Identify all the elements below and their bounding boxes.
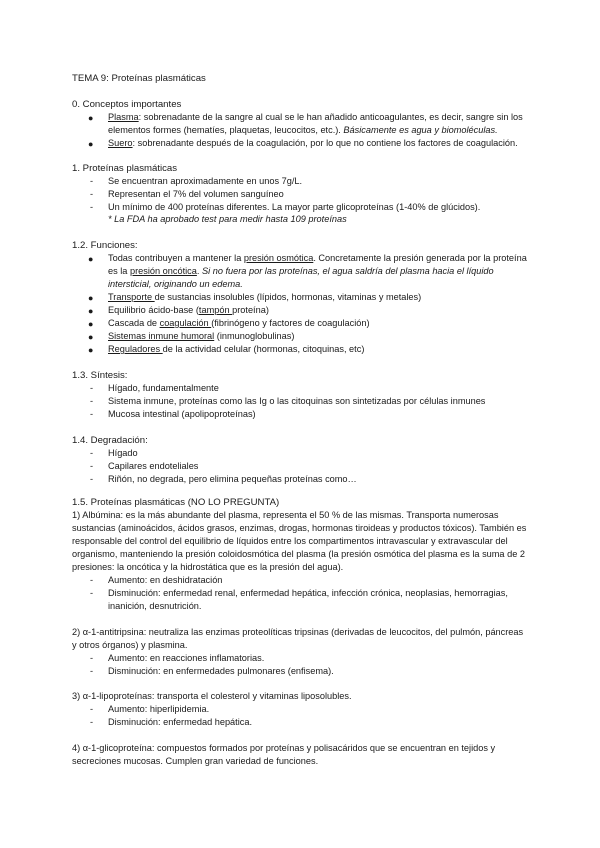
plasma-text-2: elementos formes (hematíes, plaquetas, leucocitos, etc.). <box>108 125 344 135</box>
plasma-text-1: : sobrenadante de la sangre al cual se le han añadido anticoagulantes, es decir, sangre sin los <box>138 112 523 122</box>
albumin-line-1: 1) Albúmina: es la más abundante del plasma, representa el 50 % de las mismas. Transporta numerosas <box>72 510 499 520</box>
suero-text: : sobrenadante después de la coagulación, por lo que no contiene los factores de coagulación. <box>132 138 518 148</box>
albumin-line-3: responsable del control del equilibrio de líquidos entre los compartimentos intravascular y extravascular del <box>72 536 508 546</box>
list-item: Hígado, fundamentalmente <box>108 383 219 393</box>
dash-marker: - <box>90 383 94 393</box>
list-item: Disminución: enfermedad hepática. <box>108 717 253 727</box>
list-item: Riñón, no degrada, pero elimina pequeñas proteínas como… <box>108 474 357 484</box>
bullet-marker: ● <box>88 306 94 316</box>
list-item: Disminución: en enfermedades pulmonares (enfisema). <box>108 666 334 676</box>
text: (fibrinógeno y factores de coagulación) <box>211 318 370 328</box>
glycoprotein-line-2: secreciones mucosas. Cumplen gran variedad de funciones. <box>72 756 319 766</box>
lipoprotein-line-1: 3) α-1-lipoproteínas: transporta el colesterol y vitaminas liposolubles. <box>72 691 352 701</box>
dash-marker: - <box>90 189 94 199</box>
list-item: Aumento: en deshidratación <box>108 575 223 585</box>
dash-marker: - <box>90 575 94 585</box>
list-item: Aumento: hiperlipidemia. <box>108 704 210 714</box>
plasma-note: Básicamente es agua y biomoléculas. <box>343 125 498 135</box>
oncotic-term: presión oncótica <box>129 266 197 276</box>
bullet-marker: ● <box>88 139 94 149</box>
bullet-marker: ● <box>88 345 94 355</box>
section-1-3-heading: 1.3. Síntesis: <box>72 370 128 381</box>
dash-marker: - <box>90 666 94 676</box>
list-item: Disminución: enfermedad renal, enfermedad hepática, infección crónica, neoplasias, hemorragias, <box>108 588 508 598</box>
text: Todas contribuyen a mantener la <box>108 253 244 263</box>
osmotic-term: presión osmótica <box>243 253 314 263</box>
dash-marker: - <box>90 717 94 727</box>
albumin-line-4: organismo, manteniendo la presión coloidosmótica del plasma (la presión osmótica del plasma es la suma de 2 <box>72 549 525 559</box>
bullet-marker: ● <box>88 254 94 264</box>
bullet-marker: ● <box>88 293 94 303</box>
section-1-4-heading: 1.4. Degradación: <box>72 435 148 446</box>
regulators-term: Reguladores <box>108 344 163 354</box>
list-item: Se encuentran aproximadamente en unos 7g/L. <box>108 176 303 186</box>
text: de la actividad celular (hormonas, citoquinas, etc) <box>162 344 365 354</box>
function-regulators <box>108 343 364 356</box>
dash-marker: - <box>90 409 94 419</box>
antitrypsin-line-2: y otros órganos) y plasmina. <box>72 640 188 650</box>
text: Equilibrio ácido-base ( <box>108 305 199 315</box>
list-item: Capilares endoteliales <box>108 461 199 471</box>
function-osmotic-cont <box>108 265 494 278</box>
text: . Concretamente la presión generada por la proteína <box>313 253 527 263</box>
fda-note: * La FDA ha aprobado test para medir hasta 109 proteínas <box>108 214 347 224</box>
dash-marker: - <box>90 588 94 598</box>
section-1-2-heading: 1.2. Funciones: <box>72 240 138 251</box>
function-transport <box>108 291 421 304</box>
suero-definition <box>108 137 518 150</box>
function-coagulation <box>108 317 370 330</box>
dash-marker: - <box>90 704 94 714</box>
dash-marker: - <box>90 396 94 406</box>
buffer-term: tampón <box>198 305 233 315</box>
oncotic-note: Si no fuera por las proteínas, el agua saldría del plasma hacia el líquido <box>201 266 494 276</box>
list-item: Mucosa intestinal (apolipoproteínas) <box>108 409 256 419</box>
section-1-5-heading: 1.5. Proteínas plasmáticas (NO LO PREGUNTA) <box>72 497 280 508</box>
coagulation-term: coagulación <box>159 318 212 328</box>
oncotic-note-cont: intersticial, originando un edema. <box>108 279 243 289</box>
section-1-heading: 1. Proteínas plasmáticas <box>72 163 178 174</box>
dash-marker: - <box>90 176 94 186</box>
plasma-term: Plasma <box>108 112 139 122</box>
albumin-line-2: sustancias (aminoácidos, ácidos grasos, enzimas, drogas, hormonas tiroideas y productos tóxicos). También es <box>72 523 527 533</box>
dash-marker: - <box>90 448 94 458</box>
dash-marker: - <box>90 202 94 212</box>
transport-term: Transporte <box>108 292 155 302</box>
glycoprotein-line-1: 4) α-1-glicoproteína: compuestos formados por proteínas y polisacáridos que se encuentran en tejidos y <box>72 743 496 753</box>
antitrypsin-line-1: 2) α-1-antitripsina: neutraliza las enzimas proteolíticas tripsinas (derivadas de leucocitos, del pulmón, páncreas <box>72 627 524 637</box>
list-item: Un mínimo de 400 proteínas diferentes. La mayor parte glicoproteínas (1-40% de glúcidos). <box>108 202 481 212</box>
document-title: TEMA 9: Proteínas plasmáticas <box>72 73 206 84</box>
section-0-heading: 0. Conceptos importantes <box>72 99 182 110</box>
suero-term: Suero <box>108 138 133 148</box>
text: Cascada de <box>108 318 160 328</box>
plasma-definition <box>108 111 523 124</box>
albumin-line-5: presiones: la oncótica y la hidrostática que es la presión del agua). <box>72 562 344 572</box>
bullet-marker: ● <box>88 319 94 329</box>
dash-marker: - <box>90 461 94 471</box>
text: de sustancias insolubles (lípidos, hormonas, vitaminas y metales) <box>154 292 422 302</box>
function-osmotic <box>108 252 527 265</box>
function-immune <box>108 330 294 343</box>
list-item: Aumento: en reacciones inflamatorias. <box>108 653 265 663</box>
list-item: Sistema inmune, proteínas como las Ig o las citoquinas son sintetizadas por células inmunes <box>108 396 486 406</box>
bullet-marker: ● <box>88 332 94 342</box>
list-item: Hígado <box>108 448 138 458</box>
text: es la <box>108 266 130 276</box>
dash-marker: - <box>90 653 94 663</box>
dash-marker: - <box>90 474 94 484</box>
text: proteína) <box>232 305 269 315</box>
plasma-definition-cont <box>108 124 498 137</box>
text: . <box>196 266 202 276</box>
function-buffer <box>108 304 269 317</box>
list-item-cont: inanición, desnutrición. <box>108 601 202 611</box>
immune-term: Sistemas inmune humoral <box>108 331 215 341</box>
list-item: Representan el 7% del volumen sanguíneo <box>108 189 284 199</box>
bullet-marker: ● <box>88 113 94 123</box>
text: (inmunoglobulinas) <box>214 331 295 341</box>
